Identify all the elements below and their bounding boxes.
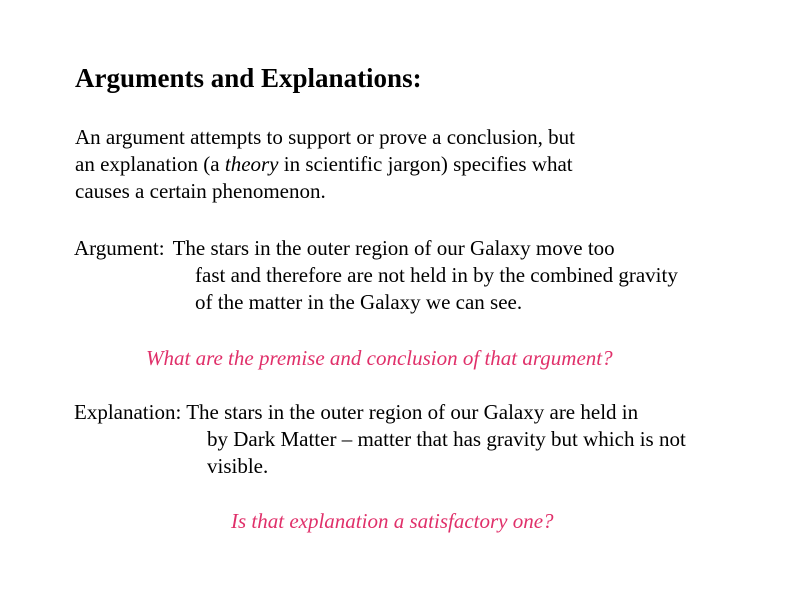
argument-line-3: of the matter in the Galaxy we can see. [195, 290, 523, 314]
intro-line-1: An argument attempts to support or prove a conclusion, but [75, 125, 576, 149]
explanation-line-2: by Dark Matter – matter that has gravity but which is not [207, 427, 686, 451]
argument-label: Argument: [74, 236, 165, 260]
argument-question: What are the premise and conclusion of that argument? [146, 346, 613, 370]
intro-paragraph [75, 124, 575, 205]
intro-line-2 [75, 151, 575, 178]
argument-line-2: fast and therefore are not held in by the combined gravity [195, 263, 678, 287]
intro-line-2-start: an explanation (a [75, 152, 225, 176]
explanation-line-3: visible. [207, 454, 269, 478]
explanation-line-1: The stars in the outer region of our Galaxy are held in [186, 400, 639, 424]
argument-block [74, 235, 678, 316]
theory-emphasis: theory [224, 152, 279, 176]
explanation-label: Explanation: [74, 400, 182, 424]
intro-line-2-end: in scientific jargon) specifies what [278, 152, 573, 176]
slide-title: Arguments and Explanations: [75, 63, 422, 93]
explanation-block [74, 399, 686, 480]
argument-first-line [74, 235, 678, 262]
intro-line-3: causes a certain phenomenon. [75, 179, 326, 203]
explanation-question: Is that explanation a satisfactory one? [231, 509, 554, 533]
argument-line-1: The stars in the outer region of our Galaxy move too [172, 236, 615, 260]
explanation-first-line [74, 399, 686, 426]
